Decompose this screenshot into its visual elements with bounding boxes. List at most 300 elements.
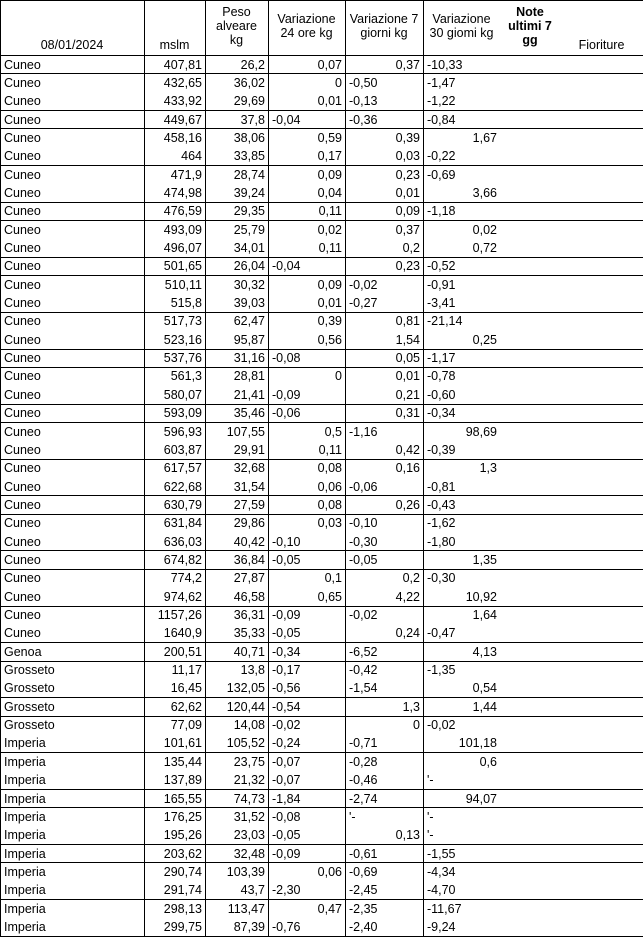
cell-mslm[interactable]: 458,16 <box>163 130 202 145</box>
cell-var7[interactable]: 0,01 <box>395 185 420 200</box>
cell-var7[interactable]: -0,61 <box>349 846 378 861</box>
cell-var30[interactable]: 3,66 <box>472 185 497 200</box>
cell-var24[interactable]: 0,02 <box>317 222 342 237</box>
cell-var30[interactable]: 10,92 <box>465 589 497 604</box>
cell-var30[interactable]: -0,02 <box>427 718 456 733</box>
cell-var30[interactable]: -1,80 <box>427 534 456 549</box>
cell-location[interactable]: Cuneo <box>4 94 41 109</box>
cell-var30[interactable]: 0,54 <box>472 681 497 696</box>
cell-var24[interactable]: 0,04 <box>317 185 342 200</box>
cell-mslm[interactable]: 510,11 <box>164 277 202 292</box>
cell-mslm[interactable]: 407,81 <box>163 57 202 72</box>
cell-mslm[interactable]: 622,68 <box>163 479 202 494</box>
cell-var30[interactable]: -1,47 <box>427 75 456 90</box>
cell-var30[interactable]: 101,18 <box>458 736 497 751</box>
cell-var30[interactable]: -1,22 <box>427 94 456 109</box>
cell-location[interactable]: Cuneo <box>4 332 41 347</box>
cell-var24[interactable]: -1,84 <box>272 791 301 806</box>
cell-var30[interactable]: 4,13 <box>472 644 497 659</box>
cell-var24[interactable]: 0,5 <box>324 424 342 439</box>
cell-var24[interactable]: 0,09 <box>317 167 342 182</box>
cell-location[interactable]: Cuneo <box>4 589 41 604</box>
cell-mslm[interactable]: 636,03 <box>163 534 202 549</box>
cell-var30[interactable]: -10,33 <box>427 57 463 72</box>
cell-var7[interactable]: -0,50 <box>349 75 378 90</box>
cell-var7[interactable]: -0,28 <box>349 754 378 769</box>
cell-location[interactable]: Cuneo <box>4 204 41 219</box>
cell-var7[interactable]: -2,45 <box>349 883 378 898</box>
cell-location[interactable]: Imperia <box>4 773 46 788</box>
cell-peso[interactable]: 62,47 <box>233 314 265 329</box>
cell-var30[interactable]: -21,14 <box>427 314 463 329</box>
cell-var7[interactable]: -2,40 <box>349 919 378 934</box>
cell-var7[interactable]: 0,31 <box>395 406 420 421</box>
cell-location[interactable]: Cuneo <box>4 167 41 182</box>
cell-mslm[interactable]: 617,57 <box>163 461 202 476</box>
cell-var7[interactable]: 0,37 <box>395 222 420 237</box>
cell-peso[interactable]: 132,05 <box>226 681 265 696</box>
cell-peso[interactable]: 113,47 <box>227 901 265 916</box>
cell-mslm[interactable]: 474,98 <box>163 185 202 200</box>
cell-var30[interactable]: 1,67 <box>472 130 497 145</box>
cell-peso[interactable]: 34,01 <box>233 241 265 255</box>
cell-peso[interactable]: 28,81 <box>233 369 265 384</box>
cell-mslm[interactable]: 137,89 <box>163 773 202 788</box>
cell-var7[interactable]: '- <box>349 809 356 824</box>
cell-var30[interactable]: 1,44 <box>472 699 497 714</box>
row-separator <box>0 844 643 845</box>
cell-mslm[interactable]: 631,84 <box>163 516 202 531</box>
cell-peso[interactable]: 39,24 <box>233 185 265 200</box>
cell-var30[interactable]: -0,81 <box>427 479 456 494</box>
cell-mslm[interactable]: 496,07 <box>163 241 202 255</box>
cell-var24[interactable]: 0,03 <box>317 516 342 531</box>
cell-var7[interactable]: 0,13 <box>395 828 420 843</box>
cell-peso[interactable]: 27,59 <box>233 497 265 512</box>
cell-location[interactable]: Cuneo <box>4 608 41 622</box>
cell-var30[interactable]: -9,24 <box>427 919 456 934</box>
cell-var24[interactable]: -0,07 <box>272 754 301 769</box>
cell-peso[interactable]: 23,75 <box>233 754 265 769</box>
cell-var7[interactable]: 0,09 <box>395 204 420 219</box>
cell-peso[interactable]: 103,39 <box>226 864 265 879</box>
cell-mslm[interactable]: 165,55 <box>163 791 202 806</box>
cell-var30[interactable]: 94,07 <box>465 791 497 806</box>
cell-var7[interactable]: -0,10 <box>349 516 378 531</box>
cell-peso[interactable]: 40,71 <box>233 644 265 659</box>
cell-var24[interactable]: 0,11 <box>318 241 342 255</box>
cell-location[interactable]: Imperia <box>4 736 46 751</box>
cell-var24[interactable]: 0,08 <box>317 461 342 476</box>
cell-mslm[interactable]: 11,17 <box>171 663 202 678</box>
cell-var24[interactable]: 0,56 <box>317 332 342 347</box>
cell-var30[interactable]: -4,34 <box>427 864 456 879</box>
cell-location[interactable]: Cuneo <box>4 112 41 127</box>
cell-peso[interactable]: 36,31 <box>233 608 265 622</box>
cell-peso[interactable]: 120,44 <box>226 699 265 714</box>
cell-var7[interactable]: -0,02 <box>349 277 378 292</box>
cell-peso[interactable]: 36,84 <box>233 552 265 567</box>
cell-var30[interactable]: -1,17 <box>427 351 456 366</box>
cell-peso[interactable]: 23,03 <box>233 828 265 843</box>
cell-var7[interactable]: 0 <box>413 718 420 733</box>
cell-mslm[interactable]: 62,62 <box>170 699 202 714</box>
header-note[interactable] <box>500 0 560 55</box>
cell-mslm[interactable]: 523,16 <box>163 332 202 347</box>
cell-var7[interactable]: 4,22 <box>395 589 420 604</box>
cell-mslm[interactable]: 580,07 <box>163 387 202 402</box>
cell-var24[interactable]: -0,54 <box>272 699 301 714</box>
cell-peso[interactable]: 29,69 <box>233 94 265 109</box>
cell-location[interactable]: Imperia <box>4 883 46 898</box>
cell-peso[interactable]: 29,91 <box>233 442 265 457</box>
cell-location[interactable]: Cuneo <box>4 387 41 402</box>
cell-var30[interactable]: -11,67 <box>427 901 462 916</box>
cell-location[interactable]: Cuneo <box>4 406 41 421</box>
cell-peso[interactable]: 38,06 <box>233 130 265 145</box>
cell-var24[interactable]: 0,01 <box>317 296 342 311</box>
header-date[interactable] <box>0 0 144 55</box>
cell-var30[interactable]: -0,52 <box>427 259 456 274</box>
cell-var30[interactable]: -0,60 <box>427 387 456 402</box>
cell-peso[interactable]: 35,33 <box>233 626 265 641</box>
cell-location[interactable]: Imperia <box>4 901 46 916</box>
cell-var24[interactable]: 0,01 <box>317 94 342 109</box>
cell-mslm[interactable]: 774,2 <box>170 571 202 586</box>
cell-var24[interactable]: -0,34 <box>272 644 301 659</box>
cell-var7[interactable]: -0,27 <box>349 296 378 311</box>
cell-var24[interactable]: -0,17 <box>272 663 301 678</box>
cell-peso[interactable]: 26,2 <box>240 57 265 72</box>
cell-mslm[interactable]: 101,61 <box>163 736 202 751</box>
cell-mslm[interactable]: 471,9 <box>170 167 202 182</box>
cell-location[interactable]: Grosseto <box>4 663 55 678</box>
cell-mslm[interactable]: 195,26 <box>163 828 202 843</box>
cell-mslm[interactable]: 290,74 <box>163 864 202 879</box>
cell-location[interactable]: Cuneo <box>4 534 41 549</box>
cell-var30[interactable]: -0,39 <box>427 442 456 457</box>
cell-var24[interactable]: 0 <box>335 75 342 90</box>
cell-location[interactable]: Grosseto <box>4 699 55 714</box>
cell-location[interactable]: Cuneo <box>4 277 41 292</box>
cell-var30[interactable]: '- <box>427 809 434 824</box>
cell-peso[interactable]: 105,52 <box>226 736 265 751</box>
cell-mslm[interactable]: 176,25 <box>163 809 202 824</box>
cell-location[interactable]: Imperia <box>4 864 46 879</box>
cell-var24[interactable]: 0,11 <box>318 204 342 219</box>
cell-var7[interactable]: 0,2 <box>402 241 420 255</box>
cell-location[interactable]: Cuneo <box>4 185 41 200</box>
cell-mslm[interactable]: 537,76 <box>163 351 202 366</box>
cell-var30[interactable]: -1,18 <box>427 204 456 219</box>
cell-location[interactable]: Cuneo <box>4 314 41 329</box>
cell-location[interactable]: Imperia <box>4 809 46 824</box>
header-note-line2: ultimi 7 <box>508 19 552 33</box>
cell-peso[interactable]: 95,87 <box>233 332 265 347</box>
cell-location[interactable]: Cuneo <box>4 497 41 512</box>
cell-var7[interactable]: -0,69 <box>349 864 378 879</box>
cell-peso[interactable]: 30,32 <box>233 277 265 292</box>
cell-var30[interactable]: -0,22 <box>427 149 456 164</box>
cell-mslm[interactable]: 630,79 <box>163 497 202 512</box>
cell-peso[interactable]: 39,03 <box>233 296 265 311</box>
cell-var7[interactable]: 0,03 <box>395 149 420 164</box>
cell-peso[interactable]: 36,02 <box>233 75 265 90</box>
cell-var24[interactable]: -0,02 <box>272 718 301 733</box>
cell-var30[interactable]: 98,69 <box>465 424 497 439</box>
cell-var24[interactable]: -0,24 <box>272 736 301 751</box>
cell-peso[interactable]: 27,87 <box>233 571 265 586</box>
cell-location[interactable]: Cuneo <box>4 369 41 384</box>
cell-location[interactable]: Cuneo <box>4 442 41 457</box>
row-separator <box>0 257 643 258</box>
cell-var7[interactable]: 0,39 <box>395 130 420 145</box>
cell-var7[interactable]: -0,30 <box>349 534 378 549</box>
cell-var30[interactable]: 0,25 <box>472 332 497 347</box>
cell-peso[interactable]: 46,58 <box>233 589 265 604</box>
cell-location[interactable]: Cuneo <box>4 552 41 567</box>
cell-var30[interactable]: 1,35 <box>472 552 497 567</box>
cell-mslm[interactable]: 501,65 <box>163 259 202 274</box>
cell-var7[interactable]: 0,01 <box>395 369 420 384</box>
cell-peso[interactable]: 31,52 <box>233 809 265 824</box>
cell-mslm[interactable]: 16,45 <box>170 681 202 696</box>
cell-var30[interactable]: -0,91 <box>427 277 456 292</box>
cell-var7[interactable]: -0,02 <box>349 608 378 622</box>
cell-var30[interactable]: 0,6 <box>479 754 497 769</box>
cell-var7[interactable]: -0,13 <box>349 94 378 109</box>
cell-var30[interactable]: -0,34 <box>427 406 456 421</box>
cell-var24[interactable]: -0,09 <box>272 846 301 861</box>
cell-var30[interactable]: -3,41 <box>427 296 456 311</box>
cell-var30[interactable]: -0,78 <box>427 369 456 384</box>
cell-var7[interactable]: 0,16 <box>395 461 420 476</box>
cell-location[interactable]: Cuneo <box>4 479 41 494</box>
header-date-text: 08/01/2024 <box>40 38 104 52</box>
cell-var30[interactable]: -1,35 <box>427 663 456 678</box>
cell-location[interactable]: Cuneo <box>4 130 41 145</box>
cell-var30[interactable]: -0,69 <box>427 167 456 182</box>
cell-var24[interactable]: 0,65 <box>317 589 342 604</box>
cell-mslm[interactable]: 432,65 <box>163 75 202 90</box>
cell-var7[interactable]: -0,71 <box>349 736 378 751</box>
cell-location[interactable]: Cuneo <box>4 516 41 531</box>
cell-location[interactable]: Imperia <box>4 919 46 934</box>
cell-var24[interactable]: 0,11 <box>318 442 342 457</box>
cell-mslm[interactable]: 291,74 <box>163 883 202 898</box>
cell-peso[interactable]: 31,54 <box>233 479 265 494</box>
cell-peso[interactable]: 21,32 <box>233 773 265 788</box>
cell-var7[interactable]: -2,35 <box>349 901 378 916</box>
cell-var24[interactable]: -0,06 <box>272 406 301 421</box>
cell-mslm[interactable]: 593,09 <box>163 406 202 421</box>
cell-mslm[interactable]: 674,82 <box>163 552 202 567</box>
cell-var30[interactable]: -0,47 <box>427 626 456 641</box>
cell-var24[interactable]: -2,30 <box>272 883 301 898</box>
cell-var7[interactable]: -0,42 <box>349 663 378 678</box>
cell-peso[interactable]: 35,46 <box>233 406 265 421</box>
cell-var7[interactable]: 0,42 <box>395 442 420 457</box>
cell-var7[interactable]: 0,81 <box>395 314 420 329</box>
cell-peso[interactable]: 33,85 <box>233 149 265 164</box>
cell-var7[interactable]: 0,26 <box>395 497 420 512</box>
cell-var30[interactable]: -4,70 <box>427 883 456 898</box>
cell-mslm[interactable]: 493,09 <box>163 222 202 237</box>
cell-peso[interactable]: 13,8 <box>240 663 265 678</box>
header-var30[interactable] <box>423 0 500 55</box>
cell-var7[interactable]: 0,23 <box>395 167 420 182</box>
cell-mslm[interactable]: 1157,26 <box>157 608 202 622</box>
cell-peso[interactable]: 31,16 <box>233 351 265 366</box>
cell-location[interactable]: Cuneo <box>4 75 41 90</box>
cell-peso[interactable]: 25,79 <box>233 222 265 237</box>
cell-mslm[interactable]: 1640,9 <box>163 626 202 641</box>
cell-location[interactable]: Cuneo <box>4 626 41 641</box>
cell-location[interactable]: Cuneo <box>4 424 41 439</box>
cell-var7[interactable]: -1,54 <box>349 681 378 696</box>
cell-var7[interactable]: -0,36 <box>349 112 378 127</box>
cell-mslm[interactable]: 596,93 <box>163 424 202 439</box>
cell-peso[interactable]: 32,48 <box>233 846 265 861</box>
cell-mslm[interactable]: 464 <box>181 149 202 164</box>
cell-mslm[interactable]: 135,44 <box>163 754 202 769</box>
cell-location[interactable]: Cuneo <box>4 222 41 237</box>
cell-location[interactable]: Grosseto <box>4 681 55 696</box>
cell-var7[interactable]: -0,06 <box>349 479 378 494</box>
cell-mslm[interactable]: 974,62 <box>163 589 202 604</box>
cell-peso[interactable]: 21,41 <box>233 387 265 402</box>
cell-var24[interactable]: 0,08 <box>317 497 342 512</box>
cell-var30[interactable]: 0,72 <box>472 241 497 255</box>
cell-location[interactable]: Cuneo <box>4 149 41 164</box>
cell-var24[interactable]: 0,39 <box>317 314 342 329</box>
cell-peso[interactable]: 74,73 <box>233 791 265 806</box>
cell-mslm[interactable]: 203,62 <box>163 846 202 861</box>
cell-var7[interactable]: 0,37 <box>395 57 420 72</box>
cell-var30[interactable]: '- <box>427 773 434 788</box>
cell-var7[interactable]: -0,05 <box>349 552 378 567</box>
cell-var7[interactable]: 0,05 <box>395 351 420 366</box>
cell-var24[interactable]: 0,17 <box>317 149 342 164</box>
cell-var7[interactable]: -0,46 <box>349 773 378 788</box>
cell-var30[interactable]: -0,84 <box>427 112 456 127</box>
cell-location[interactable]: Imperia <box>4 846 46 861</box>
cell-var24[interactable]: -0,76 <box>272 919 301 934</box>
cell-mslm[interactable]: 200,51 <box>163 644 202 659</box>
cell-mslm[interactable]: 603,87 <box>163 442 202 457</box>
cell-var30[interactable]: -0,43 <box>427 497 456 512</box>
header-var7[interactable] <box>345 0 423 55</box>
cell-var24[interactable]: -0,05 <box>272 828 301 843</box>
cell-location[interactable]: Cuneo <box>4 296 41 311</box>
cell-mslm[interactable]: 299,75 <box>163 919 202 934</box>
cell-location[interactable]: Imperia <box>4 754 46 769</box>
cell-location[interactable]: Grosseto <box>4 718 55 733</box>
cell-peso[interactable]: 107,55 <box>226 424 265 439</box>
cell-var30[interactable]: 0,02 <box>472 222 497 237</box>
cell-var30[interactable]: 1,64 <box>472 608 497 622</box>
cell-var7[interactable]: 1,3 <box>402 699 420 714</box>
cell-peso[interactable]: 43,7 <box>240 883 265 898</box>
cell-var30[interactable]: '- <box>427 828 434 843</box>
cell-mslm[interactable]: 298,13 <box>163 901 202 916</box>
cell-peso[interactable]: 32,68 <box>233 461 265 476</box>
cell-peso[interactable]: 14,08 <box>233 718 265 733</box>
cell-location[interactable]: Imperia <box>4 828 46 843</box>
cell-mslm[interactable]: 77,09 <box>170 718 202 733</box>
cell-var30[interactable]: -1,55 <box>427 846 456 861</box>
cell-var24[interactable]: -0,07 <box>272 773 301 788</box>
cell-var24[interactable]: -0,04 <box>272 259 301 274</box>
cell-mslm[interactable]: 517,73 <box>163 314 202 329</box>
cell-mslm[interactable]: 515,8 <box>170 296 202 311</box>
cell-peso[interactable]: 40,42 <box>233 534 265 549</box>
cell-var24[interactable]: -0,08 <box>272 809 301 824</box>
cell-peso[interactable]: 87,39 <box>233 919 265 934</box>
cell-var24[interactable]: 0,59 <box>317 130 342 145</box>
cell-location[interactable]: Cuneo <box>4 571 41 586</box>
cell-peso[interactable]: 29,86 <box>233 516 265 531</box>
header-peso[interactable] <box>205 0 268 55</box>
cell-location[interactable]: Imperia <box>4 791 46 806</box>
cell-var7[interactable]: -6,52 <box>349 644 378 659</box>
cell-peso[interactable]: 26,04 <box>233 259 265 274</box>
cell-var7[interactable]: 1,54 <box>395 332 420 347</box>
cell-mslm[interactable]: 433,92 <box>163 94 202 109</box>
cell-location[interactable]: Cuneo <box>4 351 41 366</box>
cell-var24[interactable]: -0,05 <box>272 552 301 567</box>
cell-var30[interactable]: 1,3 <box>479 461 497 476</box>
cell-var30[interactable]: -1,62 <box>427 516 456 531</box>
cell-var7[interactable]: 0,2 <box>402 571 420 586</box>
cell-var24[interactable]: -0,05 <box>272 626 301 641</box>
cell-var24[interactable]: 0,06 <box>317 864 342 879</box>
header-mslm[interactable] <box>144 0 205 55</box>
cell-location[interactable]: Genoa <box>4 644 42 659</box>
cell-var24[interactable]: -0,08 <box>272 351 301 366</box>
cell-peso[interactable]: 28,74 <box>233 167 265 182</box>
cell-var7[interactable]: 0,21 <box>395 387 420 402</box>
cell-location[interactable]: Cuneo <box>4 461 41 476</box>
cell-location[interactable]: Cuneo <box>4 241 41 255</box>
cell-var24[interactable]: 0,09 <box>317 277 342 292</box>
cell-mslm[interactable]: 476,59 <box>163 204 202 219</box>
cell-var24[interactable]: -0,10 <box>272 534 301 549</box>
cell-var24[interactable]: -0,04 <box>272 112 301 127</box>
cell-var24[interactable]: 0,1 <box>324 571 342 586</box>
cell-var7[interactable]: -2,74 <box>349 791 378 806</box>
header-fioriture[interactable] <box>560 0 643 55</box>
cell-var30[interactable]: -0,30 <box>427 571 456 586</box>
cell-location[interactable]: Cuneo <box>4 259 41 274</box>
cell-var7[interactable]: 0,23 <box>395 259 420 274</box>
cell-location[interactable]: Cuneo <box>4 57 41 72</box>
cell-peso[interactable]: 29,35 <box>233 204 265 219</box>
cell-mslm[interactable]: 561,3 <box>170 369 202 384</box>
cell-var7[interactable]: 0,24 <box>395 626 420 641</box>
cell-var7[interactable]: -1,16 <box>349 424 378 439</box>
cell-var24[interactable]: -0,09 <box>272 608 301 622</box>
cell-var24[interactable]: 0,07 <box>317 57 342 72</box>
cell-var24[interactable]: 0,06 <box>317 479 342 494</box>
cell-var24[interactable]: -0,56 <box>272 681 301 696</box>
header-var24[interactable] <box>268 0 345 55</box>
cell-mslm[interactable]: 449,67 <box>163 112 202 127</box>
cell-peso[interactable]: 37,8 <box>240 112 265 127</box>
cell-var24[interactable]: -0,09 <box>272 387 301 402</box>
cell-var24[interactable]: 0 <box>335 369 342 384</box>
cell-var24[interactable]: 0,47 <box>317 901 342 916</box>
